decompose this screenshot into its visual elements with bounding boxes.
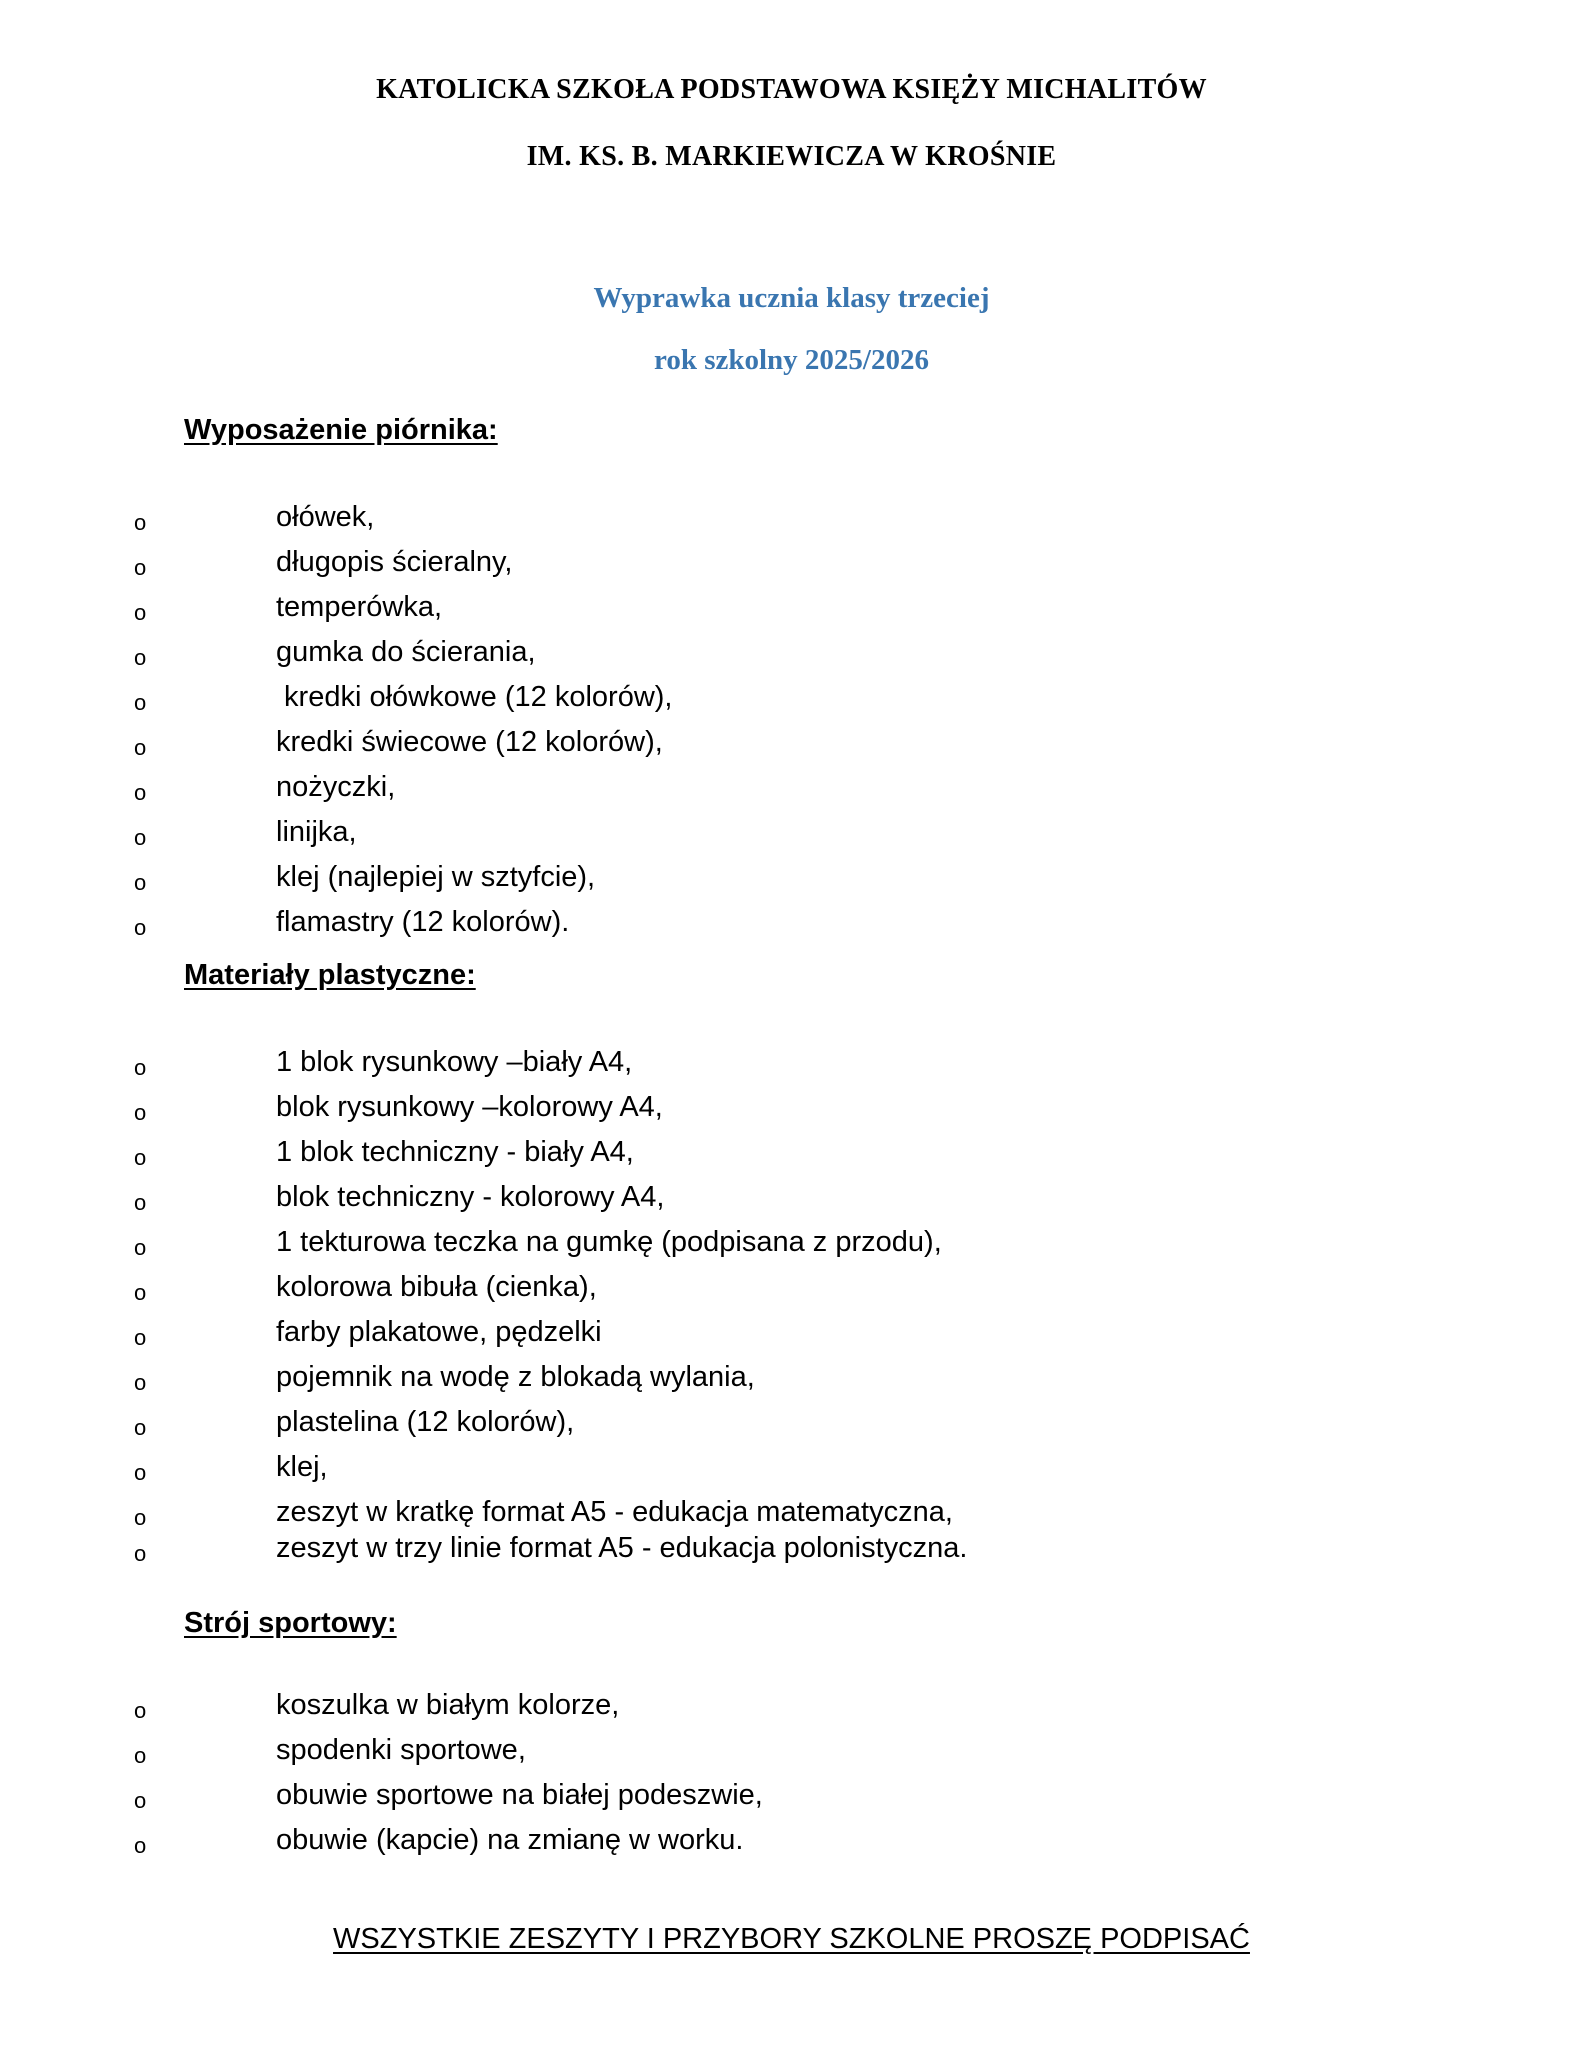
- bullet-icon: o: [134, 915, 147, 940]
- list-item: [0, 1132, 1583, 1172]
- list-item: [0, 632, 1583, 672]
- list-item: [0, 1402, 1583, 1442]
- list-item: [0, 1528, 1583, 1568]
- bullet-icon: o: [134, 1370, 147, 1395]
- list-item: [0, 1222, 1583, 1262]
- item-text: spodenki sportowe,: [276, 1734, 526, 1766]
- item-text: zeszyt w trzy linie format A5 - edukacja polonistyczna.: [276, 1532, 968, 1564]
- bullet-icon: o: [134, 1190, 147, 1215]
- item-text: pojemnik na wodę z blokadą wylania,: [276, 1361, 755, 1393]
- list-item: [0, 767, 1583, 807]
- item-text: blok techniczny - kolorowy A4,: [276, 1181, 665, 1213]
- list-item: [0, 1177, 1583, 1217]
- bullet-icon: o: [134, 690, 147, 715]
- item-text: 1 blok techniczny - biały A4,: [276, 1136, 634, 1168]
- list-item: [0, 1267, 1583, 1307]
- item-text: klej (najlepiej w sztyfcie),: [276, 861, 596, 893]
- bullet-icon: o: [134, 1235, 147, 1260]
- bullet-icon: o: [134, 735, 147, 760]
- list-item: [0, 902, 1583, 942]
- item-text: kredki ołówkowe (12 kolorów),: [276, 681, 673, 713]
- bullet-icon: o: [134, 1280, 147, 1305]
- section-heading-art-supplies: Materiały plastyczne:: [184, 959, 476, 991]
- list-item: [0, 1820, 1583, 1860]
- item-text: temperówka,: [276, 591, 443, 623]
- list-item: [0, 1492, 1583, 1532]
- bullet-icon: o: [134, 780, 147, 805]
- list-item: [0, 722, 1583, 762]
- document-title: Wyprawka ucznia klasy trzeciej: [593, 282, 990, 314]
- bullet-icon: o: [134, 555, 147, 580]
- bullet-icon: o: [134, 1833, 147, 1858]
- bullet-icon: o: [134, 1415, 147, 1440]
- list-item: [0, 677, 1583, 717]
- list-item: [0, 1447, 1583, 1487]
- item-text: farby plakatowe, pędzelki: [276, 1316, 602, 1348]
- item-text: kredki świecowe (12 kolorów),: [276, 726, 663, 758]
- bullet-icon: o: [134, 870, 147, 895]
- list-item: [0, 497, 1583, 537]
- school-name: KATOLICKA SZKOŁA PODSTAWOWA KSIĘŻY MICHALITÓW: [376, 74, 1207, 105]
- bullet-icon: o: [134, 1460, 147, 1485]
- bullet-icon: o: [134, 645, 147, 670]
- bullet-icon: o: [134, 1325, 147, 1350]
- list-item: [0, 1042, 1583, 1082]
- list-item: [0, 587, 1583, 627]
- item-text: obuwie sportowe na białej podeszwie,: [276, 1779, 763, 1811]
- list-item: [0, 1730, 1583, 1770]
- item-text: obuwie (kapcie) na zmianę w worku.: [276, 1824, 744, 1856]
- item-text: blok rysunkowy –kolorowy A4,: [276, 1091, 663, 1123]
- item-text: gumka do ścierania,: [276, 636, 536, 668]
- list-item: [0, 1357, 1583, 1397]
- bullet-icon: o: [134, 510, 147, 535]
- list-item: [0, 1685, 1583, 1725]
- item-text: flamastry (12 kolorów).: [276, 906, 570, 938]
- item-text: klej,: [276, 1451, 328, 1483]
- item-text: 1 tekturowa teczka na gumkę (podpisana z przodu),: [276, 1226, 942, 1258]
- bullet-icon: o: [134, 1505, 147, 1530]
- bullet-icon: o: [134, 1100, 147, 1125]
- list-item: [0, 812, 1583, 852]
- bullet-icon: o: [134, 1055, 147, 1080]
- list-item: [0, 1312, 1583, 1352]
- list-item: [0, 857, 1583, 897]
- item-text: kolorowa bibuła (cienka),: [276, 1271, 597, 1303]
- item-text: plastelina (12 kolorów),: [276, 1406, 575, 1438]
- item-text: koszulka w białym kolorze,: [276, 1689, 620, 1721]
- school-patron: IM. KS. B. MARKIEWICZA W KROŚNIE: [526, 141, 1057, 172]
- item-text: ołówek,: [276, 501, 375, 533]
- bullet-icon: o: [134, 1145, 147, 1170]
- item-text: 1 blok rysunkowy –biały A4,: [276, 1046, 633, 1078]
- section-heading-pencil-case: Wyposażenie piórnika:: [184, 414, 498, 446]
- list-item: [0, 1087, 1583, 1127]
- bullet-icon: o: [134, 1698, 147, 1723]
- section-heading-sportswear: Strój sportowy:: [184, 1607, 397, 1639]
- bullet-icon: o: [134, 1541, 147, 1566]
- bullet-icon: o: [134, 600, 147, 625]
- item-text: długopis ścieralny,: [276, 546, 513, 578]
- bullet-icon: o: [134, 1788, 147, 1813]
- footer-note: WSZYSTKIE ZESZYTY I PRZYBORY SZKOLNE PROSZĘ PODPISAĆ: [333, 1923, 1250, 1955]
- bullet-icon: o: [134, 1743, 147, 1768]
- bullet-icon: o: [134, 825, 147, 850]
- item-text: zeszyt w kratkę format A5 - edukacja matematyczna,: [276, 1496, 953, 1528]
- item-text: linijka,: [276, 816, 357, 848]
- item-text: nożyczki,: [276, 771, 396, 803]
- list-item: [0, 542, 1583, 582]
- list-item: [0, 1775, 1583, 1815]
- school-year: rok szkolny 2025/2026: [653, 344, 929, 376]
